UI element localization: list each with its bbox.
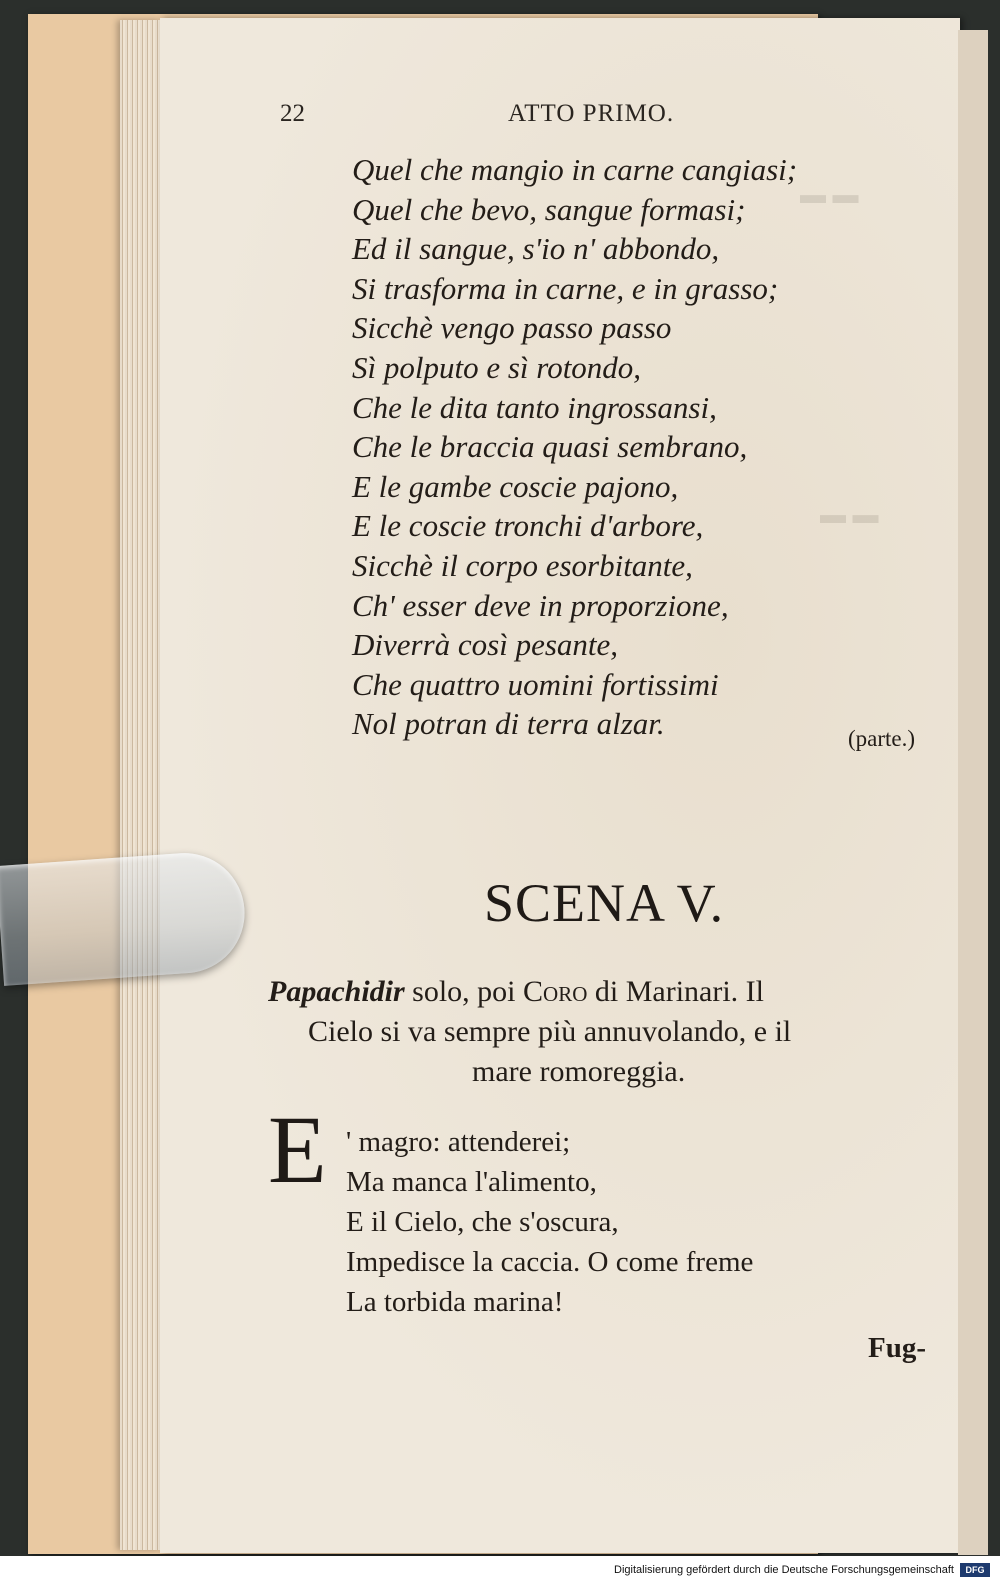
page-number: 22 <box>280 100 305 127</box>
footer-bar <box>0 1556 1000 1586</box>
scene-description-line <box>268 972 948 1012</box>
verse-line: Nol potran di terra alzar. <box>352 706 665 742</box>
scene-description-line: Cielo si va sempre più annuvolando, e il <box>308 1015 792 1048</box>
aria-block <box>346 1122 926 1322</box>
verse-line: Diverrà così pesante, <box>352 627 619 663</box>
aria-line: La torbida marina! <box>346 1286 564 1318</box>
aria-line: Impedisce la caccia. O come freme <box>346 1246 754 1278</box>
verse-line: Sicchè il corpo esorbitante, <box>352 547 693 583</box>
drop-cap: E <box>268 1096 327 1203</box>
verse-line: Si trasforma in carne, e in grasso; <box>352 270 779 306</box>
aria-line: ' magro: attenderei; <box>346 1126 571 1158</box>
footer-credit: Digitalisierung gefördert durch die Deutsche Forschungsgemeinschaft <box>614 1564 954 1576</box>
facing-page-edge <box>958 30 988 1555</box>
page-holder-clip <box>0 849 249 986</box>
verse-line: Quel che mangio in carne cangiasi; <box>352 152 798 187</box>
dfg-logo-icon: DFG <box>960 1563 990 1577</box>
verse-line: Che le braccia quasi sembrano, <box>352 429 748 465</box>
verse-line: Che quattro uomini fortissimi <box>352 666 719 702</box>
page-edges <box>120 20 162 1550</box>
scene-text: solo, poi <box>404 975 524 1008</box>
scene-title: SCENA V. <box>484 873 725 933</box>
scene-text: di Marinari. Il <box>587 975 765 1008</box>
verse-line: Quel che bevo, sangue formasi; <box>352 191 746 227</box>
verse-line: Sicchè vengo passo passo <box>352 310 672 346</box>
aria-line: Ma manca l'alimento, <box>346 1166 597 1198</box>
chorus-label: Coro <box>523 975 588 1008</box>
running-head: ATTO PRIMO. <box>508 100 675 127</box>
stage-direction: (parte.) <box>848 726 916 751</box>
aria-line: E il Cielo, che s'oscura, <box>346 1206 619 1238</box>
verse-line: Ed il sangue, s'io n' abbondo, <box>352 231 720 267</box>
verse-line: E le coscie tronchi d'arbore, <box>352 508 704 544</box>
verse-block <box>352 150 912 744</box>
catchword: Fug- <box>868 1332 926 1364</box>
scene-description-line: mare romoreggia. <box>472 1055 686 1088</box>
speaker-name: Papachidir <box>268 975 405 1008</box>
verse-line: Sì polputo e sì rotondo, <box>352 349 642 385</box>
verse-line: Ch' esser deve in proporzione, <box>352 587 729 623</box>
verse-line: E le gambe coscie pajono, <box>352 468 679 504</box>
scene-description <box>268 972 948 1092</box>
verse-line: Che le dita tanto ingrossansi, <box>352 389 717 425</box>
page-header <box>280 100 750 136</box>
